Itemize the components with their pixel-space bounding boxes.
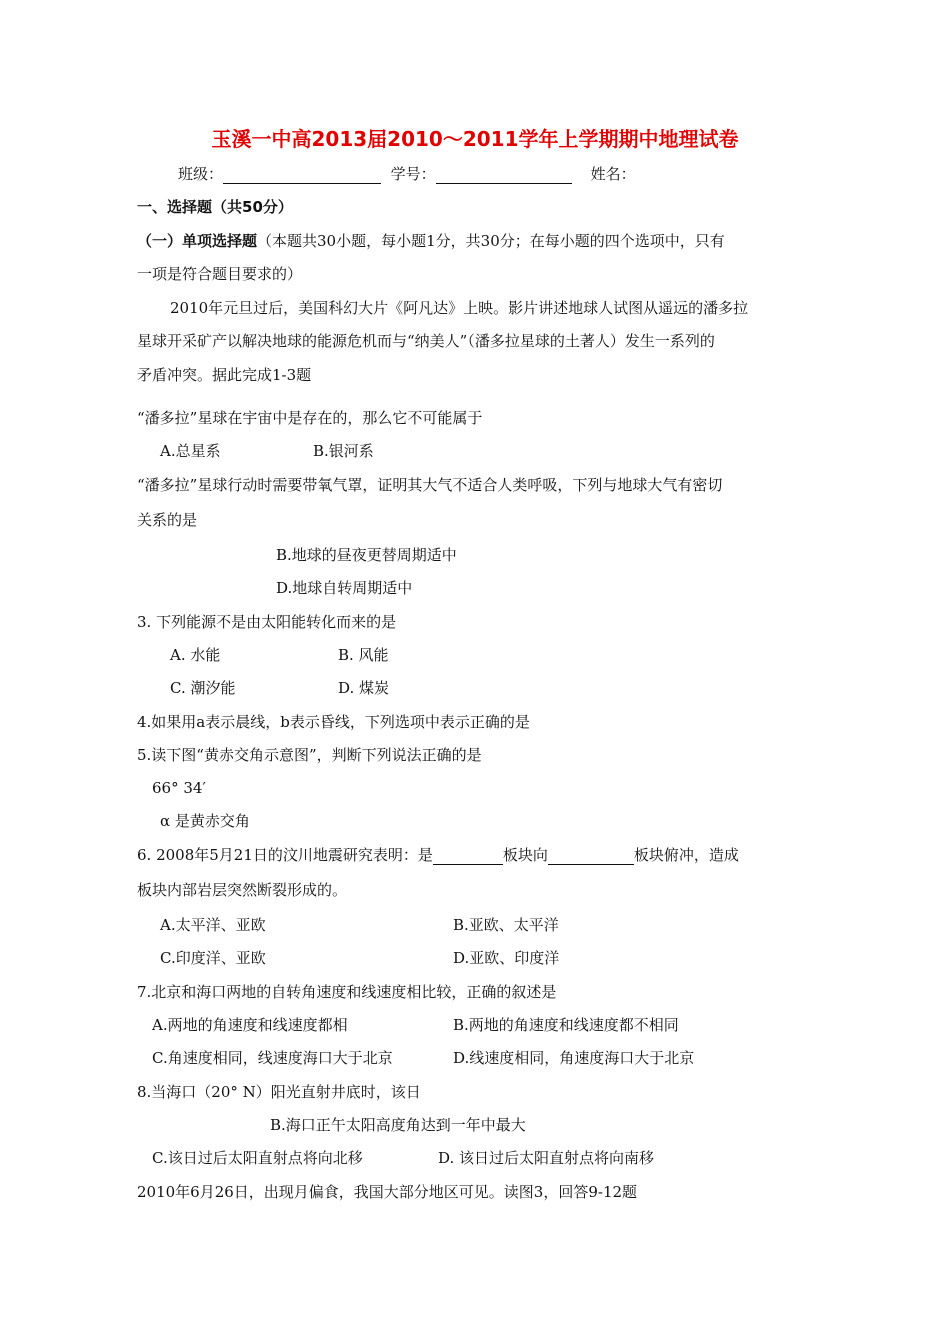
q3-option-c: C. 潮汐能 <box>170 679 236 697</box>
subsection-text-2: 一项是符合题目要求的） <box>137 265 303 283</box>
q6-blank-2[interactable] <box>548 848 634 865</box>
q1-stem: “潘多拉”星球在宇宙中是存在的，那么它不可能属于 <box>137 409 483 427</box>
q6-stem-2: 板块内部岩层突然断裂形成的。 <box>137 881 348 899</box>
q8-option-c: C.该日过后太阳直射点将向北移 <box>152 1149 363 1167</box>
q6-blank-1[interactable] <box>433 848 503 865</box>
q7-option-a: A.两地的角速度和线速度都相 <box>152 1016 348 1034</box>
q6-stem <box>137 845 739 865</box>
q7-option-c: C.角速度相同，线速度海口大于北京 <box>152 1049 393 1067</box>
q2-stem-2: 关系的是 <box>137 511 198 529</box>
subsection-instruction <box>137 231 725 251</box>
q6-option-c: C.印度洋、亚欧 <box>160 949 266 967</box>
class-label: 班级： <box>178 165 224 183</box>
q1-option-a: A.总星系 <box>160 442 221 460</box>
q3-option-d: D. 煤炭 <box>338 679 390 697</box>
q8-stem: 8.当海口（20° N）阳光直射井底时，该日 <box>137 1083 421 1101</box>
q4-stem: 4.如果用a表示晨线，b表示昏线，下列选项中表示正确的是 <box>137 713 530 731</box>
q7-option-b: B.两地的角速度和线速度都不相同 <box>453 1016 679 1034</box>
q1-option-b: B.银河系 <box>313 442 374 460</box>
q2-stem-1: “潘多拉”星球行动时需要带氧气罩，证明其大气不适合人类呼吸，下列与地球大气有密切 <box>137 476 723 494</box>
q5-option: α 是黄赤交角 <box>160 812 250 830</box>
name-label: 姓名： <box>590 165 636 183</box>
q6-option-a: A.太平洋、亚欧 <box>160 916 266 934</box>
q8-option-b: B.海口正午太阳高度角达到一年中最大 <box>270 1116 526 1134</box>
subsection-text: （本题共30小题，每小题1分，共30分；在每小题的四个选项中，只有 <box>257 232 725 250</box>
student-id-blank[interactable] <box>436 167 572 184</box>
q6-stem-part-b: 板块向 <box>502 846 548 864</box>
q5-figure-label: 66° 34′ <box>152 779 206 797</box>
exam-title: 玉溪一中高2013届2010～2011学年上学期期中地理试卷 <box>211 127 739 151</box>
q7-stem: 7.北京和海口两地的自转角速度和线速度相比较，正确的叙述是 <box>137 983 557 1001</box>
q3-option-b: B. 风能 <box>338 646 389 664</box>
q2-option-b: B.地球的昼夜更替周期适中 <box>276 546 457 564</box>
q6-stem-part-c: 板块俯冲，造成 <box>633 846 739 864</box>
subsection-label: （一）单项选择题 <box>137 232 258 250</box>
header-info-line <box>178 164 636 184</box>
student-id-label: 学号： <box>390 165 436 183</box>
q6-option-b: B.亚欧、太平洋 <box>453 916 559 934</box>
passage-2: 2010年6月26日，出现月偏食，我国大部分地区可见。读图3，回答9-12题 <box>137 1183 638 1201</box>
q6-stem-part-a: 6. 2008年5月21日的汶川地震研究表明：是 <box>137 846 433 864</box>
q6-option-d: D.亚欧、印度洋 <box>453 949 560 967</box>
q3-stem: 3. 下列能源不是由太阳能转化而来的是 <box>137 613 397 631</box>
passage-line-3: 矛盾冲突。据此完成1-3题 <box>137 366 312 384</box>
passage-line-2: 星球开采矿产以解决地球的能源危机而与“纳美人”（潘多拉星球的土著人）发生一系列的 <box>137 332 715 350</box>
class-blank[interactable] <box>223 167 381 184</box>
section-heading: 一、选择题（共50分） <box>137 198 293 216</box>
passage-line-1: 2010年元旦过后，美国科幻大片《阿凡达》上映。影片讲述地球人试图从遥远的潘多拉 <box>170 299 749 317</box>
q3-option-a: A. 水能 <box>170 646 221 664</box>
q2-option-d: D.地球自转周期适中 <box>276 579 413 597</box>
q7-option-d: D.线速度相同，角速度海口大于北京 <box>453 1049 695 1067</box>
q8-option-d: D. 该日过后太阳直射点将向南移 <box>438 1149 655 1167</box>
q5-stem: 5.读下图“黄赤交角示意图”，判断下列说法正确的是 <box>137 746 482 764</box>
